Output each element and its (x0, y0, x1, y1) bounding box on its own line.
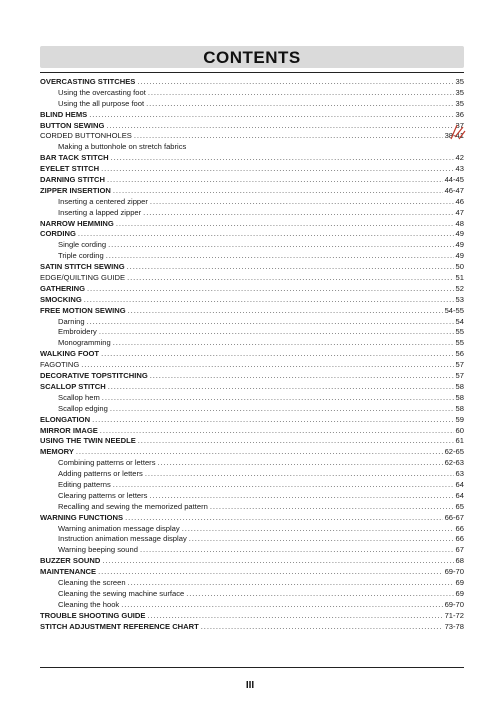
toc-entry (40, 524, 464, 535)
toc-entry-label: STITCH ADJUSTMENT REFERENCE CHART (40, 621, 199, 631)
toc-entry (40, 273, 464, 284)
toc-entry-page: 35 (455, 98, 464, 108)
dot-leader (101, 349, 453, 360)
toc-entry (40, 121, 464, 132)
toc-entry (40, 251, 464, 262)
dot-leader (138, 436, 454, 447)
toc-entry-page: 68 (455, 556, 464, 566)
dot-leader (143, 208, 453, 219)
toc-entry-label: Monogramming (58, 338, 111, 348)
dot-leader (201, 622, 443, 633)
toc-entry-page: 42 (455, 153, 464, 163)
dot-leader (125, 513, 442, 524)
dot-leader (76, 447, 443, 458)
toc-entry-page: 58 (455, 392, 464, 402)
dot-leader (113, 338, 454, 349)
toc-entry (40, 99, 464, 110)
toc-entry-page: 61 (455, 436, 464, 446)
toc-entry-page: 57 (455, 360, 464, 370)
toc-entry-label: WARNING FUNCTIONS (40, 512, 124, 522)
toc-entry-page: 36 (455, 109, 464, 119)
dot-leader (100, 426, 454, 437)
table-of-contents (40, 77, 464, 632)
toc-entry (40, 567, 464, 578)
toc-entry-page: 58 (455, 403, 464, 413)
toc-entry-page: 35 (455, 87, 464, 97)
dot-leader (78, 229, 454, 240)
toc-entry (40, 458, 464, 469)
toc-entry-page: 69-70 (444, 567, 464, 577)
toc-entry-label: Using the overcasting foot (58, 87, 146, 97)
toc-entry-page: 46 (455, 196, 464, 206)
toc-entry-label: Warning beeping sound (58, 545, 138, 555)
toc-entry (40, 491, 464, 502)
toc-entry-page: 37 (455, 120, 464, 130)
dot-leader (84, 295, 454, 306)
toc-entry-page: 49 (455, 229, 464, 239)
dot-leader (108, 382, 454, 393)
toc-entry-label: Editing patterns (58, 479, 111, 489)
dot-leader (99, 327, 454, 338)
toc-entry-label: Instruction animation message display (58, 534, 187, 544)
dot-leader (146, 99, 453, 110)
toc-entry-page: 46-47 (444, 185, 464, 195)
toc-entry-label: DARNING STITCH (40, 175, 105, 185)
dot-leader (89, 110, 453, 121)
toc-entry-label: FREE MOTION SEWING (40, 305, 126, 315)
dot-leader (140, 545, 454, 556)
toc-entry-label: MIRROR IMAGE (40, 425, 98, 435)
toc-entry-page: 73-78 (444, 621, 464, 631)
toc-entry (40, 240, 464, 251)
toc-entry-label: TROUBLE SHOOTING GUIDE (40, 610, 146, 620)
toc-entry-page: 51 (455, 273, 464, 283)
dot-leader (102, 393, 454, 404)
toc-entry (40, 534, 464, 545)
toc-entry-label: DECORATIVE TOPSTITCHING (40, 371, 148, 381)
toc-entry-label: Adding patterns or letters (58, 469, 143, 479)
dot-leader (101, 164, 453, 175)
toc-entry-page: 60 (455, 425, 464, 435)
dot-leader (106, 251, 454, 262)
toc-entry-label: SATIN STITCH SEWING (40, 262, 125, 272)
toc-entry-page: 69-70 (444, 599, 464, 609)
toc-entry (40, 556, 464, 567)
toc-entry-label: FAGOTING (40, 360, 80, 370)
toc-entry-page: 44-45 (444, 175, 464, 185)
toc-entry (40, 77, 464, 88)
dot-leader (102, 556, 453, 567)
dot-leader (113, 480, 454, 491)
toc-entry-page: 57 (455, 371, 464, 381)
dot-leader (92, 415, 453, 426)
toc-entry (40, 164, 464, 175)
toc-entry-page: 62-65 (444, 447, 464, 457)
dot-leader (107, 175, 443, 186)
toc-entry (40, 219, 464, 230)
toc-entry-page: 52 (455, 283, 464, 293)
dot-leader (148, 88, 454, 99)
toc-entry-page: 66 (455, 523, 464, 533)
toc-entry-page: 64 (455, 479, 464, 489)
dot-leader (189, 534, 454, 545)
toc-entry-label: Embroidery (58, 327, 97, 337)
toc-entry (40, 284, 464, 295)
toc-entry (40, 371, 464, 382)
toc-entry (40, 600, 464, 611)
toc-entry (40, 131, 464, 142)
dot-leader (150, 371, 454, 382)
toc-entry-page: 64 (455, 490, 464, 500)
toc-entry-label: BUTTON SEWING (40, 120, 105, 130)
toc-entry-page: 55 (455, 327, 464, 337)
toc-entry-label: Scallop hem (58, 392, 100, 402)
toc-entry-label: GATHERING (40, 283, 85, 293)
toc-entry (40, 186, 464, 197)
toc-entry-page: 49 (455, 251, 464, 261)
toc-entry-page: 50 (455, 262, 464, 272)
toc-entry-label: Scallop edging (58, 403, 108, 413)
toc-entry-page: 35 (455, 77, 464, 86)
toc-entry-page: 38-41 (444, 131, 464, 141)
toc-entry-label: OVERCASTING STITCHES (40, 77, 136, 86)
red-mark-icon (444, 121, 469, 143)
toc-entry (40, 513, 464, 524)
toc-entry (40, 393, 464, 404)
toc-entry (40, 338, 464, 349)
toc-entry (40, 415, 464, 426)
dot-leader (134, 131, 443, 142)
toc-entry-label: USING THE TWIN NEEDLE (40, 436, 136, 446)
toc-entry-page: 58 (455, 381, 464, 391)
dot-leader (210, 502, 454, 513)
toc-entry-label: CORDED BUTTONHOLES (40, 131, 132, 141)
dot-leader (182, 524, 454, 535)
toc-entry-page: 69 (455, 588, 464, 598)
dot-leader (110, 404, 454, 415)
toc-entry-label: Recalling and sewing the memorized pattern (58, 501, 208, 511)
toc-entry-label: ZIPPER INSERTION (40, 185, 111, 195)
dot-leader (137, 77, 453, 88)
toc-entry (40, 589, 464, 600)
toc-entry-label: ELONGATION (40, 414, 91, 424)
toc-entry-label: Clearing patterns or letters (58, 490, 148, 500)
dot-leader (145, 469, 454, 480)
dot-leader (111, 153, 454, 164)
toc-entry-page: 63 (455, 469, 464, 479)
toc-entry (40, 447, 464, 458)
toc-entry-label: MEMORY (40, 447, 74, 457)
toc-entry (40, 360, 464, 371)
dot-leader (81, 360, 453, 371)
toc-entry (40, 208, 464, 219)
toc-entry-label: Triple cording (58, 251, 104, 261)
toc-entry-page: 54 (455, 316, 464, 326)
page-number: III (245, 680, 255, 691)
toc-entry-page: 71-72 (444, 610, 464, 620)
toc-entry-label: MAINTENANCE (40, 567, 97, 577)
toc-entry (40, 229, 464, 240)
toc-entry-label: SCALLOP STITCH (40, 381, 106, 391)
dot-leader (186, 589, 453, 600)
toc-entry (40, 426, 464, 437)
dot-leader (147, 611, 442, 622)
toc-entry-page: 43 (455, 164, 464, 174)
toc-entry (40, 306, 464, 317)
dot-leader (158, 458, 443, 469)
toc-entry-label: EYELET STITCH (40, 164, 100, 174)
dot-leader (128, 578, 454, 589)
toc-entry-label: CORDING (40, 229, 76, 239)
toc-entry (40, 578, 464, 589)
toc-entry (40, 382, 464, 393)
dot-leader (121, 600, 442, 611)
dot-leader (127, 262, 454, 273)
toc-entry-label: Inserting a lapped zipper (58, 207, 142, 217)
toc-entry-label: Warning animation message display (58, 523, 180, 533)
dot-leader (98, 567, 442, 578)
toc-entry-label: BLIND HEMS (40, 109, 88, 119)
toc-entry (40, 153, 464, 164)
toc-entry (40, 480, 464, 491)
toc-entry-page: 48 (455, 218, 464, 228)
dot-leader (106, 121, 453, 132)
toc-entry-label: Combining patterns or letters (58, 458, 156, 468)
toc-entry (40, 327, 464, 338)
toc-entry-label: BAR TACK STITCH (40, 153, 109, 163)
toc-entry-label: SMOCKING (40, 294, 82, 304)
dot-leader (113, 186, 443, 197)
dot-leader (116, 219, 454, 230)
toc-entry-label: Using the all purpose foot (58, 98, 145, 108)
toc-entry (40, 611, 464, 622)
toc-entry-page: 53 (455, 294, 464, 304)
page-title: CONTENTS (203, 48, 301, 67)
bottom-rule (40, 667, 464, 668)
dot-leader (87, 317, 454, 328)
toc-entry-label: Making a buttonhole on stretch fabrics (58, 142, 187, 152)
toc-entry-page: 55 (455, 338, 464, 348)
toc-entry (40, 175, 464, 186)
toc-entry-label: Cleaning the screen (58, 577, 126, 587)
toc-entry-page: 56 (455, 349, 464, 359)
title-underline (40, 72, 464, 73)
toc-entry (40, 622, 464, 633)
dot-leader (108, 240, 453, 251)
toc-entry-label: Inserting a centered zipper (58, 196, 148, 206)
toc-entry (40, 197, 464, 208)
toc-entry-page: 66-67 (444, 512, 464, 522)
toc-entry-page: 67 (455, 545, 464, 555)
toc-entry-page: 66 (455, 534, 464, 544)
toc-entry-page: 49 (455, 240, 464, 250)
toc-entry (40, 436, 464, 447)
toc-entry (40, 317, 464, 328)
toc-entry-label: Cleaning the sewing machine surface (58, 588, 185, 598)
toc-entry-label: WALKING FOOT (40, 349, 100, 359)
toc-entry-label: BUZZER SOUND (40, 556, 101, 566)
dot-leader (128, 306, 443, 317)
toc-entry (40, 404, 464, 415)
toc-entry (40, 469, 464, 480)
toc-entry-page: 59 (455, 414, 464, 424)
dot-leader (149, 491, 453, 502)
toc-entry-page: 54-55 (444, 305, 464, 315)
toc-entry-page: 62-63 (444, 458, 464, 468)
toc-entry-label: Single cording (58, 240, 107, 250)
toc-entry (40, 545, 464, 556)
toc-entry (40, 88, 464, 99)
title-bar (40, 46, 464, 68)
toc-entry (40, 349, 464, 360)
toc-entry-page: 47 (455, 207, 464, 217)
toc-entry-page: 69 (455, 577, 464, 587)
toc-entry-label: Darning (58, 316, 85, 326)
toc-entry-label: NARROW HEMMING (40, 218, 114, 228)
toc-entry-label: Cleaning the hook (58, 599, 120, 609)
toc-entry-page: 65 (455, 501, 464, 511)
dot-leader (87, 284, 454, 295)
toc-entry (40, 295, 464, 306)
dot-leader (150, 197, 454, 208)
toc-entry (40, 142, 464, 153)
dot-leader (127, 273, 453, 284)
toc-entry (40, 110, 464, 121)
toc-entry (40, 502, 464, 513)
toc-entry (40, 262, 464, 273)
toc-entry-label: EDGE/QUILTING GUIDE (40, 273, 126, 283)
